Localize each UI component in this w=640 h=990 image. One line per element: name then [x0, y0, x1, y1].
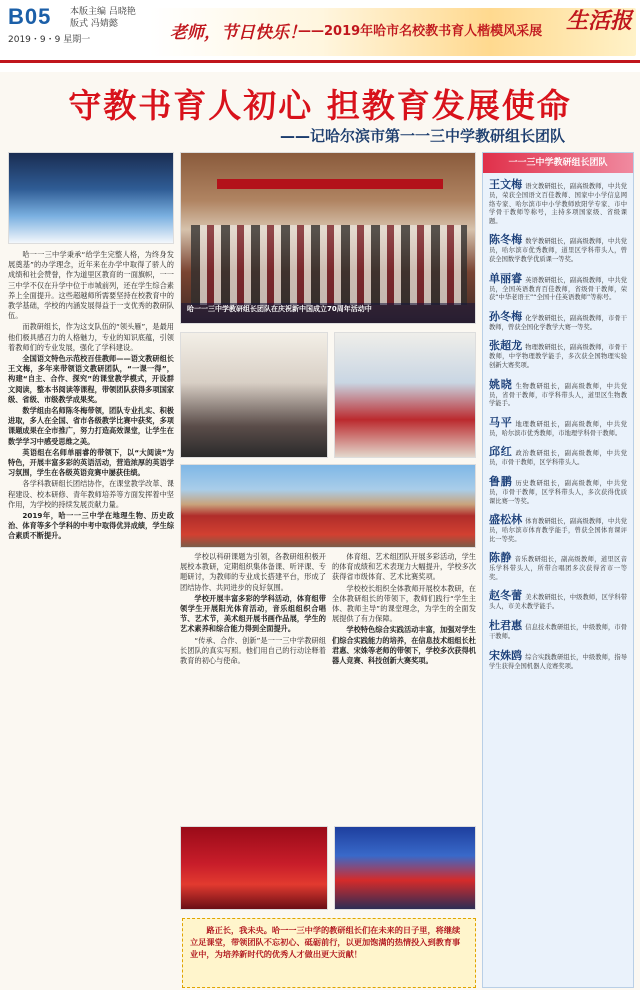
leader-name: 马平	[489, 415, 513, 429]
paragraph: “传承、合作、创新”是一一三中学教研组长团队的真实写照。他们用自己的行动诠释着教育的初心与使命。	[180, 635, 326, 666]
header-banner	[150, 8, 636, 56]
teachers-day-slogan: 老师，节日快乐！	[170, 23, 306, 43]
teachers-group	[191, 225, 467, 305]
leader-name: 杜君惠	[489, 619, 523, 633]
article-title: 守教书育人初心 担教育发展使命	[68, 86, 572, 125]
leader-bio: 地理教研组长，副高级教师，中共党员，哈尔滨市优秀教师，市地理学科骨干教师。	[489, 420, 628, 437]
school-assembly-photo	[180, 464, 476, 548]
article-column-3	[332, 552, 476, 822]
leader-bio: 美术教研组长，中级教师，区学科带头人，市美术教学能手。	[489, 594, 628, 611]
leader-name: 陈静	[489, 551, 512, 565]
leader-name: 姚晓	[489, 377, 513, 391]
leader-bio: 信息技术教研组长，中级教师，市骨干教师。	[489, 624, 628, 641]
leader-bio: 物理教研组长，副高级教师，市骨干教师，中学物理教学能手，多次获全国物理实验创新大赛奖项。	[489, 344, 628, 369]
leader-name: 赵冬蕾	[489, 589, 523, 603]
group-photo-caption: 哈一一三中学教研组长团队在庆祝新中国成立70周年活动中	[181, 303, 475, 323]
school-event-photo	[8, 152, 174, 244]
leader-name: 张超龙	[489, 339, 523, 353]
leader-name: 陈冬梅	[489, 233, 523, 247]
leader-bio: 数学教研组长，副高级教师，中共党员，哈尔滨市优秀教师，道里区学科带头人，曾获全国数学教学优质课一等奖。	[489, 238, 628, 263]
leader-entry	[483, 546, 633, 584]
leader-entry	[483, 228, 633, 266]
leader-entry	[483, 373, 633, 411]
paragraph: 全国语文特色示范校百佳教师——语文教研组长王文梅，多年来带领语文教研团队，“一课一得”，构建“自主、合作、探究”的课堂教学模式，开设群文阅读，整本书阅读等课程，带领团队获得多项国家级、省级、市级教学成果奖。	[8, 354, 174, 404]
paragraph: 学校特色综合实践活动丰富，加强对学生们综合实践能力的培养，在信息技术组组长杜君惠、宋姝等老师的带领下，学校多次获得机器人竞赛、科技创新大赛奖项。	[332, 625, 476, 666]
leader-bio: 生物教研组长，副高级教师，中共党员，省骨干教师，市学科带头人，道里区生物教学能手。	[489, 382, 628, 408]
leader-entry	[483, 440, 633, 470]
leader-name: 鲁鹏	[489, 474, 513, 488]
leader-entry	[483, 508, 633, 546]
leader-name: 邱红	[489, 445, 513, 459]
leader-entry	[483, 470, 633, 508]
paragraph: 哈一一三中学秉承“给学生完整人格，为终身发展奠基”的办学理念，近年来在办学中取得了骄人的成绩和社会赞誉，作为道里区教育的一面旗帜，一一三中学不仅在升学中位于市城前列，还在学生综合素养上全面提升。这些超越师所需要坚持在校教育中的教学基础，学校的内涵发展得益于一支优秀的教研队伍。	[8, 250, 174, 321]
stage-performance-photo	[180, 826, 328, 910]
article-subtitle: ——记哈尔滨市第一一三中学教研组长团队	[280, 127, 566, 145]
issue-date: 2019・9・9 星期一	[8, 35, 91, 45]
series-slogan: ——2019年哈市名校教书育人楷模风采展	[298, 24, 543, 39]
header-divider	[0, 60, 640, 63]
leader-entry	[483, 173, 633, 228]
leader-name: 王文梅	[489, 178, 523, 191]
newspaper-brand: 生活报	[565, 8, 632, 34]
paragraph: 学校校长组织全体教师开展校本教研，在全体教研组长的带领下，教师们践行“学生主体、教师主导”的课堂理念，为学生的全面发展提供了有力保障。	[332, 583, 476, 624]
sidebar-heading: 一一三中学教研组长团队	[483, 153, 633, 173]
leader-bio: 历史教研组长，副高级教师，中共党员，市骨干教师，区学科带头人，多次获得优质课比赛一等奖。	[489, 479, 628, 505]
leader-entry	[483, 644, 633, 674]
leader-name: 单丽睿	[489, 271, 523, 285]
leader-bio: 综合实践教研组长，中级教师，指导学生获得全国机器人竞赛奖项。	[489, 653, 628, 670]
leader-name: 宋姝鸥	[489, 648, 523, 662]
editor-info	[70, 6, 136, 30]
paragraph: 各学科教研组长团结协作，在课堂教学改革、课程建设、校本研修、青年教师培养等方面发挥着中坚作用，为学校的持续发展贡献力量。	[8, 479, 174, 509]
article-column-1	[8, 250, 174, 990]
leader-bio: 化学教研组长，副高级教师，市骨干教师，曾获全国化学教学大赛一等奖。	[489, 314, 628, 331]
paragraph: 数学组由名师陈冬梅带领，团队专业扎实、积极进取，多人在全国、省市各级教学比赛中获奖，多项课题成果在全市推广，努力打造高效课堂，让学生在数学学习中感受思维之美。	[8, 406, 174, 446]
leader-entry	[483, 305, 633, 335]
leader-bio: 音乐教研组长，副高级教师，道里区音乐学科带头人，所带合唱团多次获得省市一等奖。	[489, 556, 628, 581]
paragraph: 学校开展丰富多彩的学科活动，体育组带领学生开展阳光体育活动，音乐组组织合唱节、艺术节，美术组开展书画作品展，学生的艺术素养和综合能力得到全面提升。	[180, 593, 326, 634]
leader-bio: 政治教研组长，副高级教师，中共党员，市骨干教师，区学科带头人。	[489, 450, 628, 467]
designer-line: 版式 冯婧懿	[70, 19, 118, 29]
paragraph: 体育组、艺术组团队开展多彩活动，学生的体育成绩和艺术表现力大幅提升，学校多次获得省市级体育、艺术比赛奖项。	[332, 552, 476, 582]
editor-line: 本版主编 吕晓艳	[70, 7, 136, 17]
closing-note: 路正长，我未央。哈一一三中学的教研组长们在未来的日子里，将继续立足课堂，带领团队不忘初心、砥砺前行，以更加饱满的热情投入到教育事业中，为培养新时代的优秀人才做出更大贡献！	[182, 918, 476, 988]
group-photo	[180, 152, 476, 324]
leader-name: 盛松林	[489, 513, 523, 527]
leader-entry	[483, 411, 633, 441]
leader-bio: 英语教研组长，副高级教师，中共党员，全国英语教育百佳教师，省级骨干教师，荣获“中华老语王”“全国十佳英语教师”等称号。	[489, 276, 628, 302]
chorus-performance-photo	[334, 826, 476, 910]
article-column-2	[180, 552, 326, 822]
paragraph: 学校以科研课题为引领，各教研组积极开展校本教研，定期组织集体备课、听评课、专题研讨，为教师的专业成长搭建平台，形成了团结协作、共同进步的良好氛围。	[180, 552, 326, 592]
leader-entry	[483, 584, 633, 614]
leader-name: 孙冬梅	[489, 309, 523, 323]
leader-entry	[483, 267, 633, 305]
banner-ribbon	[217, 179, 443, 189]
leader-bio: 语文教研组长，副高级教师，中共党员，荣获全国语文百佳教师、国家中小学信息网络专家、哈尔滨市中小学教师欧阳学专家、市中学骨干教师等称号，主持多项国家级、省级课题。	[489, 183, 628, 225]
students-activity-photo	[334, 332, 476, 458]
paragraph: 2019年，哈一一三中学在地理生物、历史政治、体育等多个学科的中考中取得优异成绩，学生综合素质不断提升。	[8, 511, 174, 541]
page-header	[0, 0, 640, 72]
leader-entry	[483, 614, 633, 644]
paragraph: 而教研组长，作为这支队伍的“领头雁”，是最用他们极具感召力的人格魅力，专业的知识底蕴，引领着教师们的专业发展，强化了学科建设。	[8, 322, 174, 352]
leaders-sidebar	[482, 152, 634, 988]
leader-entry	[483, 334, 633, 372]
page-code: B05	[8, 4, 52, 29]
paragraph: 英语组在名师单丽睿的带领下，以“大阅读”为特色，开展丰富多彩的英语活动，营造浓厚的英语学习氛围，学生在各级英语竞赛中屡获佳绩。	[8, 447, 174, 478]
leader-bio: 体育教研组长，副高级教师，中共党员，哈尔滨市体育教学能手，曾获全国体育课评比一等奖。	[489, 518, 628, 543]
classroom-photo	[180, 332, 328, 458]
